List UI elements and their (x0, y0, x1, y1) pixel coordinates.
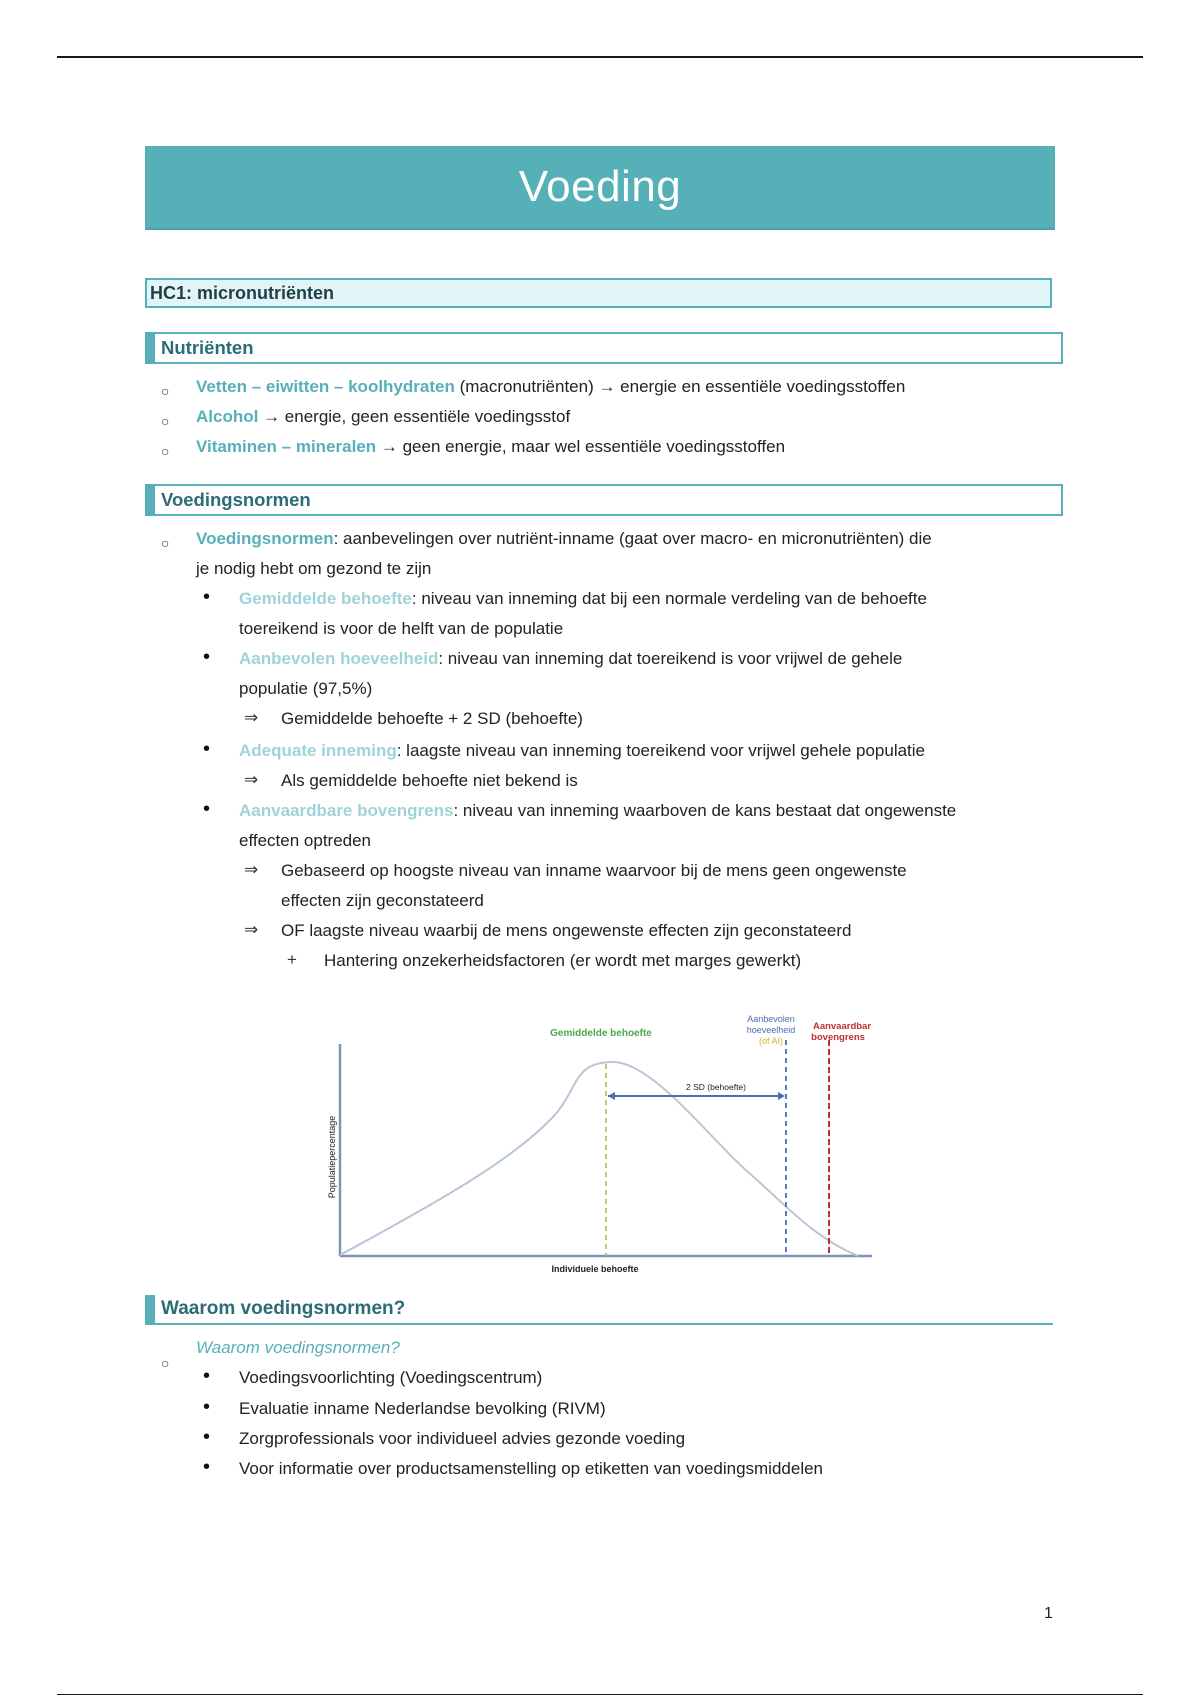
circle-bullet-icon: ○ (161, 413, 170, 429)
label-recommended-2: hoeveelheid (746, 1025, 796, 1035)
list-item: Voedingsnormen: aanbevelingen over nutriënt-inname (gaat over macro- en micronutriënten) die (196, 529, 932, 548)
list-item-continuation: effecten optreden (239, 831, 372, 850)
x-axis-label: Individuele behoefte (551, 1264, 639, 1274)
circle-bullet-icon: ○ (161, 535, 170, 551)
arrow-item: Als gemiddelde behoefte niet bekend is (281, 771, 578, 790)
label-mean-need: Gemiddelde behoefte (550, 1028, 652, 1039)
plus-icon: + (287, 950, 297, 969)
list-item: Alcohol → energie, geen essentiële voedingsstof (196, 407, 571, 426)
circle-bullet-icon: ○ (161, 383, 170, 399)
list-item-continuation: toereikend is voor de helft van de populatie (239, 619, 564, 638)
bullet-icon: • (203, 798, 211, 820)
double-arrow-icon: ⇒ (244, 708, 259, 727)
distribution-figure (318, 1002, 888, 1279)
bullet-icon: • (203, 1426, 211, 1448)
label-upper-limit-2: bovengrens (811, 1032, 865, 1043)
bottom-rule (57, 1694, 1143, 1695)
list-item: Aanbevolen hoeveelheid: niveau van inneming dat toereikend is voor vrijwel de gehele (239, 649, 903, 668)
label-recommended-1: Aanbevolen (747, 1014, 795, 1024)
page-number: 1 (1044, 1605, 1053, 1622)
list-item: Adequate inneming: laagste niveau van inneming toereikend voor vrijwel gehele populatie (239, 741, 926, 760)
list-item: Vetten – eiwitten – koolhydraten (macronutriënten) → energie en essentiële voedingsstoffen (196, 377, 906, 396)
list-item-continuation: je nodig hebt om gezond te zijn (196, 559, 432, 578)
list-item: Voor informatie over productsamenstelling op etiketten van voedingsmiddelen (239, 1459, 824, 1478)
y-axis-label: Populatiepercentage (327, 1115, 337, 1199)
top-rule (57, 56, 1143, 58)
circle-bullet-icon: ○ (161, 443, 170, 459)
arrow-item-continuation: effecten zijn geconstateerd (281, 891, 484, 910)
list-item: Voedingsvoorlichting (Voedingscentrum) (239, 1368, 543, 1387)
double-arrow-icon: ⇒ (244, 770, 259, 789)
plus-item: Hantering onzekerheidsfactoren (er wordt met marges gewerkt) (324, 951, 802, 970)
list-item: Vitaminen – mineralen → geen energie, maar wel essentiële voedingsstoffen (196, 437, 786, 456)
arrow-item: Gebaseerd op hoogste niveau van inname waarvoor bij de mens geen ongewenste (281, 861, 907, 880)
arrow-item: OF laagste niveau waarbij de mens ongewenste effecten zijn geconstateerd (281, 921, 852, 940)
list-item-continuation: populatie (97,5%) (239, 679, 373, 698)
arrow-item: Gemiddelde behoefte + 2 SD (behoefte) (281, 709, 583, 728)
page-title: Voeding (145, 146, 1055, 228)
sub-heading: Waarom voedingsnormen? (196, 1338, 400, 1357)
bullet-icon: • (203, 1456, 211, 1478)
list-item: Evaluatie inname Nederlandse bevolking (RIVM) (239, 1399, 606, 1418)
bullet-icon: • (203, 738, 211, 760)
section-heading-voedingsnormen: Voedingsnormen (145, 484, 1063, 516)
label-upper-limit-1: Aanvaardbar (812, 1021, 872, 1032)
section-heading-waarom: Waarom voedingsnormen? (145, 1295, 1053, 1325)
arrow-right-icon (778, 1092, 785, 1100)
section-heading-nutrienten: Nutriënten (145, 332, 1063, 364)
double-arrow-icon: ⇒ (244, 860, 259, 879)
lecture-heading: HC1: micronutriënten (145, 278, 1052, 308)
label-recommended-3: (of AI) (758, 1036, 784, 1046)
circle-bullet-icon: ○ (161, 1355, 170, 1371)
arrow-left-icon (608, 1092, 615, 1100)
list-item: Zorgprofessionals voor individueel advies gezonde voeding (239, 1429, 686, 1448)
distribution-curve (340, 1062, 858, 1256)
double-arrow-icon: ⇒ (244, 920, 259, 939)
list-item: Aanvaardbare bovengrens: niveau van inneming waarboven de kans bestaat dat ongewenste (239, 801, 957, 820)
list-item: Gemiddelde behoefte: niveau van inneming dat bij een normale verdeling van de behoefte (239, 589, 927, 608)
label-2sd: 2 SD (behoefte) (685, 1082, 747, 1092)
bullet-icon: • (203, 646, 211, 668)
bullet-icon: • (203, 1365, 211, 1387)
bullet-icon: • (203, 586, 211, 608)
bullet-icon: • (203, 1396, 211, 1418)
